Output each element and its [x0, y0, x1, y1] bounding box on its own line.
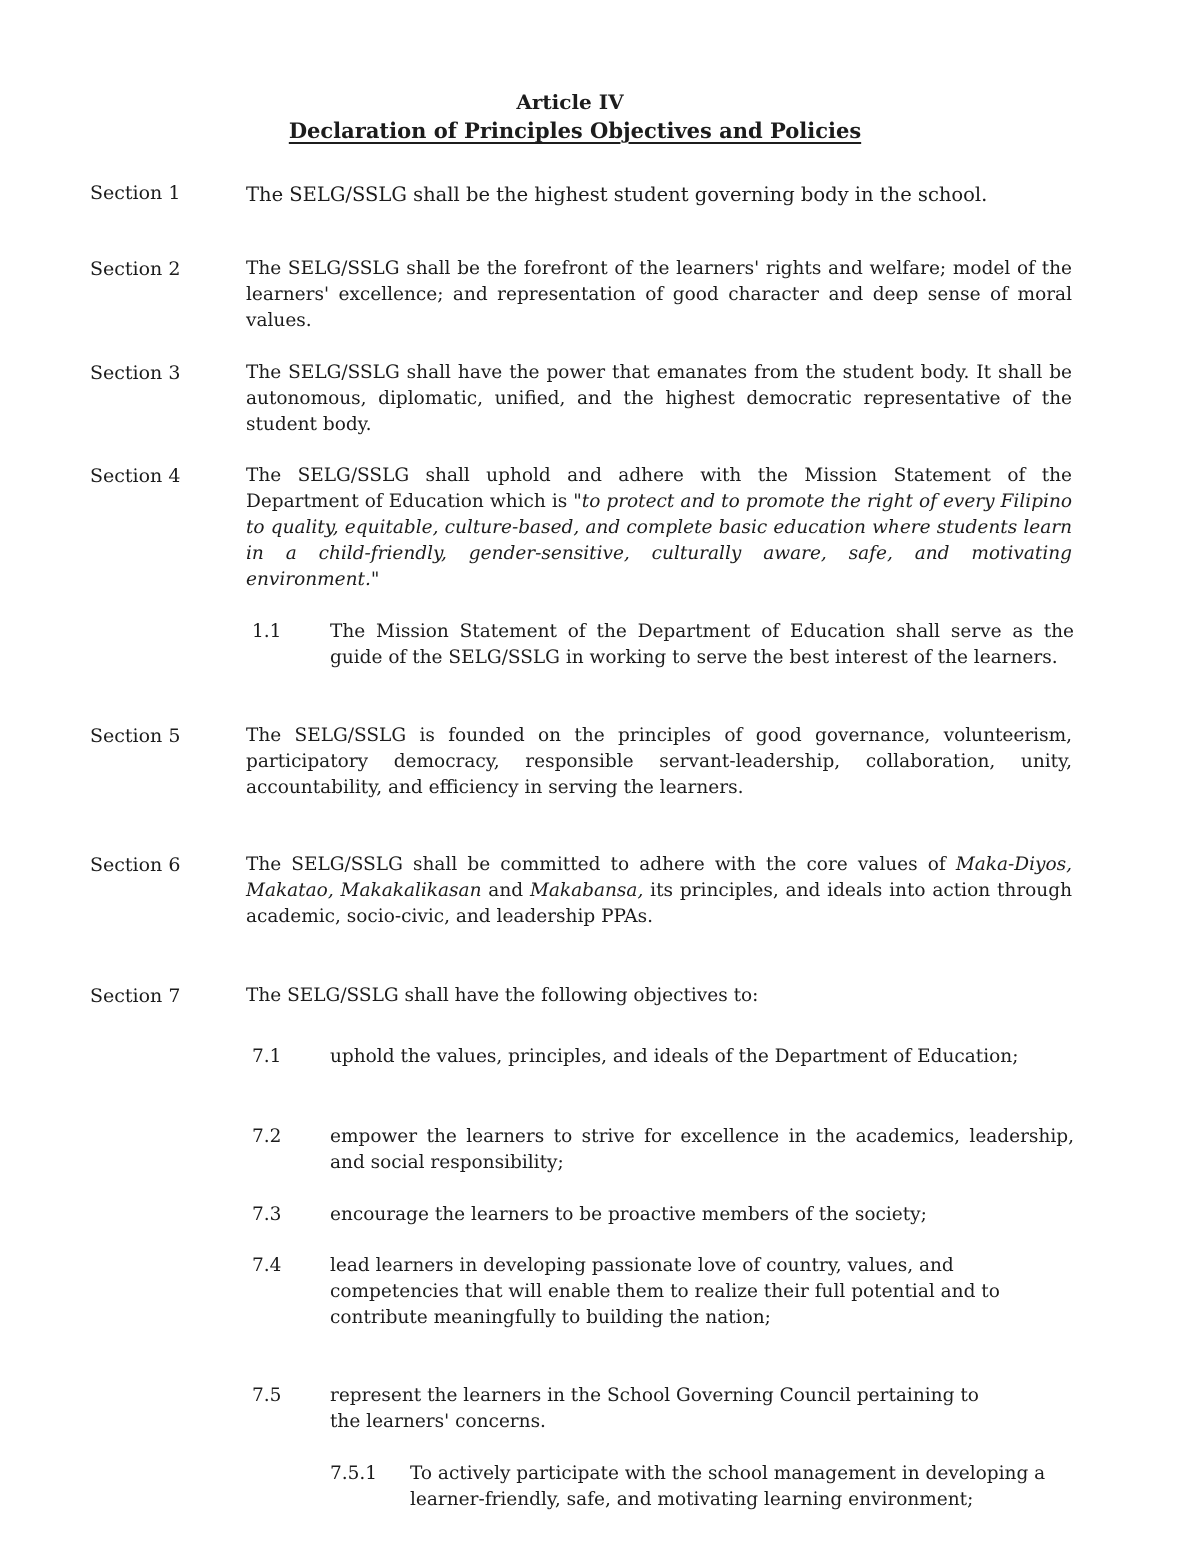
section-5-label: Section 5 [90, 725, 181, 747]
objective-7-3-number: 7.3 [252, 1204, 282, 1225]
section-6-text-start: The SELG/SSLG shall be committed to adhere with the core values of [246, 854, 956, 875]
section-4-mission-quote: "to protect and to promote the right of every Filipino to quality, equitable, culture-based, and complete basic education where students learn in a child-friendly, gender-sensitive, culturally aware, safe, and motivating environment." [246, 491, 1072, 590]
objective-7-1-text: uphold the values, principles, and ideals of the Department of Education; [330, 1046, 1019, 1067]
article-title: Declaration of Principles Objectives and Policies [288, 118, 862, 143]
objective-7-4-number: 7.4 [252, 1255, 282, 1276]
section-6-core-values-2: Makabansa, [529, 880, 644, 901]
objective-7-4-text: lead learners in developing passionate love of country, values, and competencies that will enable them to realize their full potential and to contribute meaningfully to building the nation; [330, 1255, 1000, 1328]
article-number: Article IV [516, 90, 624, 114]
section-5-text: The SELG/SSLG is founded on the principles of good governance, volunteerism, participatory democracy, responsible servant-leadership, collaboration, unity, accountability, and efficiency in serving the learners. [246, 725, 1072, 798]
section-4-label: Section 4 [90, 465, 181, 487]
subsection-1-1-text: The Mission Statement of the Department of Education shall serve as the guide of the SELG/SSLG in working to serve the best interest of the learners. [330, 621, 1074, 668]
objective-7-1-number: 7.1 [252, 1046, 282, 1067]
section-1-label: Section 1 [90, 182, 181, 204]
section-7-label: Section 7 [90, 985, 181, 1007]
objective-7-5-1-number: 7.5.1 [330, 1463, 378, 1484]
objective-7-5-text: represent the learners in the School Governing Council pertaining to the learners' concerns. [330, 1385, 979, 1432]
section-3-text: The SELG/SSLG shall have the power that emanates from the student body. It shall be autonomous, diplomatic, unified, and the highest democratic representative of the student body. [246, 362, 1072, 435]
objective-7-2-number: 7.2 [252, 1126, 282, 1147]
section-6-text [246, 852, 1072, 930]
section-4-text [246, 463, 1072, 593]
objective-7-5-1-text: To actively participate with the school management in developing a learner-friendly, safe, and motivating learning environment; [410, 1463, 1046, 1510]
section-2-label: Section 2 [90, 258, 181, 280]
section-2-text: The SELG/SSLG shall be the forefront of the learners' rights and welfare; model of the learners' excellence; and representation of good character and deep sense of moral values. [246, 258, 1072, 331]
section-6-text-mid: and [481, 880, 530, 901]
section-6-text-end: its principles, and ideals into action through academic, socio-civic, and leadership PPAs. [246, 880, 1072, 927]
objective-7-5-number: 7.5 [252, 1385, 282, 1406]
section-7-text: The SELG/SSLG shall have the following objectives to: [246, 985, 759, 1006]
objective-7-3-text: encourage the learners to be proactive members of the society; [330, 1204, 927, 1225]
section-1-text: The SELG/SSLG shall be the highest student governing body in the school. [246, 183, 988, 206]
objective-7-2-text: empower the learners to strive for excellence in the academics, leadership, and social responsibility; [330, 1126, 1074, 1173]
section-3-label: Section 3 [90, 362, 181, 384]
section-6-label: Section 6 [90, 854, 181, 876]
section-4-text-plain: The SELG/SSLG shall uphold and adhere with the Mission Statement of the Department of Education which is [246, 465, 1072, 512]
subsection-1-1-number: 1.1 [252, 621, 282, 642]
section-6-core-values-1: Maka-Diyos, Makatao, Makakalikasan [246, 854, 1072, 901]
